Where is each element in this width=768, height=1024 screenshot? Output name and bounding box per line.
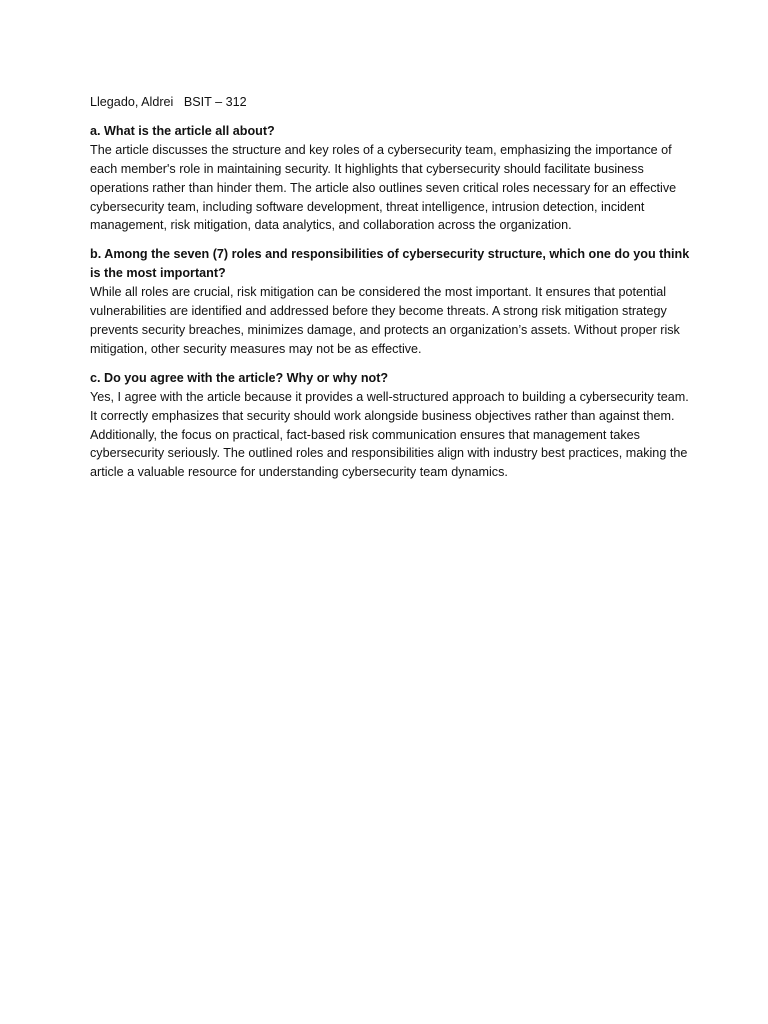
answer-c: Yes, I agree with the article because it provides a well-structured approach to building a cybersecurity team. It correctly emphasizes that security should work alongside business objectives rather than against them. Additionally, the focus on practical, fact-based risk communication ensures that management takes cybersecurity seriously. The outlined roles and responsibilities align with industry best practices, making the article a valuable resource for understanding cybersecurity team dynamics. [90, 389, 689, 480]
section-b [90, 245, 690, 358]
document-body [90, 93, 690, 492]
section-c [90, 369, 690, 482]
question-c: c. Do you agree with the article? Why or why not? [90, 370, 389, 385]
answer-a: The article discusses the structure and key roles of a cybersecurity team, emphasizing the importance of each member's role in maintaining security. It highlights that cybersecurity should facilitate business operations rather than hinder them. The article also outlines seven critical roles necessary for an effective cybersecurity team, including software development, threat intelligence, intrusion detection, incident management, risk mitigation, data analytics, and collaboration across the organization. [90, 142, 677, 233]
section-a [90, 122, 690, 235]
author-line: Llegado, Aldrei BSIT – 312 [90, 95, 247, 109]
question-a: a. What is the article all about? [90, 123, 275, 138]
answer-b: While all roles are crucial, risk mitigation can be considered the most important. It ensures that potential vulnerabilities are identified and addressed before they become threats. A strong risk mitigation strategy prevents security breaches, minimizes damage, and protects an organization’s assets. Without proper risk mitigation, other security measures may not be as effective. [90, 285, 680, 356]
question-b: b. Among the seven (7) roles and responsibilities of cybersecurity structure, which one do you think is the most important? [90, 247, 690, 281]
